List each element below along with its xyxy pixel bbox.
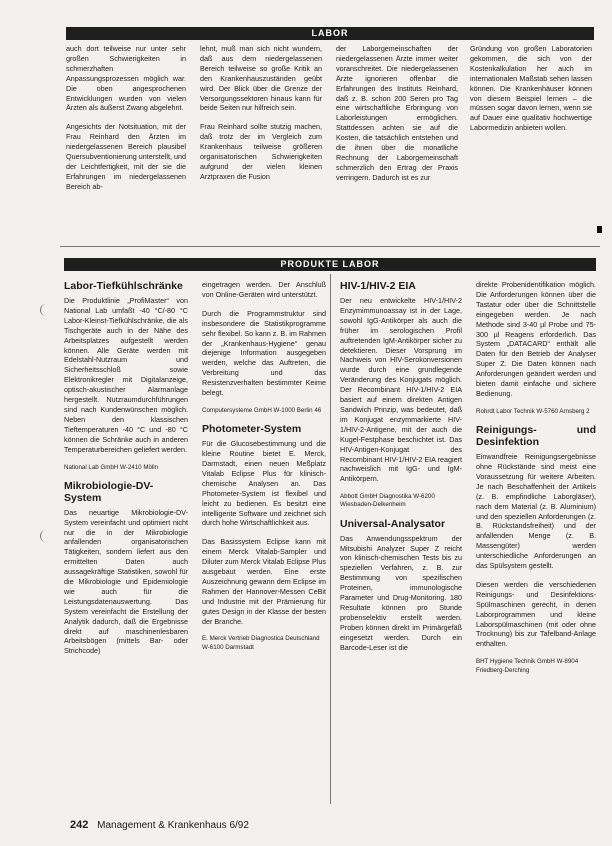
company-address: BHT Hygiene Technik GmbH W-8904 Friedberg-Derching	[476, 658, 579, 674]
company-address: E. Merck Vertrieb Diagnostica Deutschland W-6100 Darmstadt	[202, 635, 320, 651]
end-mark	[597, 226, 602, 233]
bottom-column-3	[340, 280, 462, 810]
binder-hole-mark	[40, 530, 46, 542]
bottom-column-2	[202, 280, 326, 810]
product-text: Diesen werden die verschiedenen Reinigungs- und Desinfektions-Spülmaschinen gerecht, in denen Laborprogrammen und kleine Laborspülmaschinen (mit oder ohne Trocknung) bis zur Tafelband-Anlage enthalten.	[476, 579, 596, 649]
product-text: Die Produktlinie „ProfiMaster“ von National Lab umfaßt -40 °C/-80 °C Labor-Kleinst-Tiefkühlschränke, die als Tischgeräte auch in der Nähe des Arbeitsplatzes aufgestellt werden können. Alle Geräte werden mit Edelstahl-Nutzraum und Sicherheitsschloß sowie Elektronikregler mit Digitalanzeige, optisch-akustischer Alarmanlage hergestellt. Nutzraumdurchführungen sind nach Kundenwünschen möglich. Neben den klassischen Tieftemperaturen -40 °C und -80 °C können die Schränke auch in anderen Temperaturbereichen geliefert werden.	[64, 296, 188, 454]
company-address: Abbott GmbH Diagnostika W-6200 Wiesbaden-Delkenheim	[340, 493, 435, 509]
product-text: Einwandfreie Reinigungsergebnisse ohne Rückstände sind meist eine Voraussetzung für weitere Arbeiten. Je nach Beschaffenheit der Artikels (z. B. empfindliche Laborgläser), nach dem Material (z. B. Aluminium) und den speziellen Anforderungen (z. B. Rückstandsfreiheit) und der anfallenden Menge (z. B. Massengüter) werden unterschiedliche Anforderungen an das Spülsystem gestellt.	[476, 452, 596, 571]
product-text: Für die Glucosebestimmung und die kleine Routine bietet E. Merck, Darmstadt, einen neuen Meßplatz Vitalab Eclipse Plus für klinisch-chemische Analysen an. Das Photometer-System ist flexibel und leicht zu bedienen. Es besitzt eine intelligente Software und zeichnet sich durch hohe Wirtschaftlichkeit aus.	[202, 439, 326, 528]
product-heading: Labor-Tiefkühlschränke	[64, 280, 183, 292]
top-column-3	[336, 44, 458, 244]
bottom-column-4	[476, 280, 596, 810]
paragraph: Angesichts der Notsituation, mit der Frau Reinhard den Ärzten im niedergelassenen Bereich plausibel Quersubventionierung unterstellt, und der Leichtfertigkeit, mit der sie die Erfahrungen im niedergelassenen Bereich ab-	[66, 122, 186, 191]
section-divider	[60, 246, 600, 247]
product-text: direkte Probenidentifikation möglich. Die Anforderungen können über die Tastatur oder über die Schnittstelle eingegeben werden. Je nach Methode sind 3-40 µl Probe und 75-300 µl Reagens erforderlich. Das System „DATACARD“ enthält alle Daten für den Betrieb der Analyser Super Z. Die Daten können nach Anforderungen geändert werden und bieten damit einfache und sichere Bedienung.	[476, 280, 596, 398]
product-heading: Universal-Analysator	[340, 517, 446, 530]
company-address: National Lab GmbH W-2410 Mölln	[64, 463, 159, 471]
bottom-column-1	[64, 280, 188, 810]
section-banner-labor: LABOR	[66, 27, 594, 40]
product-heading: Photometer-System	[202, 423, 302, 436]
product-text: Das Basissystem Eclipse kann mit einem Merck Vitalab-Sampler und Diluter zum Merck Vitalab Eclipse Plus ausgebaut werden. Eine erste Auszeichnung gewann dem Eclipse im Rahmen der Hannover-Messen CeBit und Industrie mit der Prämierung für gutes Design in der Klasse der besten der Branche.	[202, 537, 326, 626]
section-banner-produkte-labor: PRODUKTE LABOR	[64, 258, 596, 271]
paragraph: Frau Reinhard sollte stutzig machen, daß trotz der im Vergleich zum Krankenhaus teilweise größeren organisatorischen Schwierigkeiten aufgrund der vielen kleinen Arztpraxen die Fusion	[200, 122, 322, 181]
page-footer	[70, 819, 249, 832]
top-column-2	[200, 44, 322, 244]
top-column-1	[66, 44, 186, 244]
product-heading: HIV-1/HIV-2 EIA	[340, 280, 416, 292]
product-text: eingetragen werden. Der Anschluß von Online-Geräten wird unterstützt.	[202, 280, 326, 299]
company-address: Rohrdt Labor Technik W-5760 Arnsberg 2	[476, 407, 590, 415]
column-rule	[330, 274, 331, 804]
product-text: Das neuartige Mikrobiologie-DV-System vereinfacht und optimiert nicht nur die in der Mikrobiologie anfallenden organisatorischen Tätigkeiten, sondern liefert aus den ermittelten Daten auch aussagekräftige Statistiken, sowohl für die Mikrobiologie und Epidemiologie wie auch für die Leistungsdatenauswertung. Das System vereinfacht die Erstellung der Analytik dadurch, daß die Ergebnisse direkt auf maschinenlesbaren Arbeitsbögen (mittels Bar- oder Strichcode)	[64, 507, 188, 656]
product-text: Das Anwendungsspektrum der Mitsubishi Analyzer Super Z reicht von klinisch-chemischen Tests bis zu speziellen Verfahren, z. B. zur Bestimmung von spezifischen Proteinen, immunologische Parameter und Drug-Monitoring. 180 Resultate können pro Stunde probenselektiv erstellt werden. Proben können direkt im Primärgefäß eingesetzt werden. Durch ein Barcode-Leser ist die	[340, 533, 462, 652]
publication-name: Management & Krankenhaus 6/92	[97, 820, 249, 831]
paragraph: auch dort teilweise nur unter sehr großen Schwierigkeiten in schmerzhaften Anpassungsprozessen möglich war. Die oben angesprochenen Entwicklungen wurden von vielen Ärzten als äußerst Zwang abgelehnt.	[66, 44, 186, 113]
product-text: Durch die Programmstruktur sind insbesondere die Statistikprogramme sehr flexibel. So kann z. B. im Rahmen der „Krankenhaus-Hygiene“ genau diejenige Information ausgegeben werden, welche das Auftreten, die Verbreitung und das Resistenzverhalten bestimmter Keime belegt.	[202, 308, 326, 398]
binder-hole-mark	[40, 304, 46, 316]
product-text: Der neu entwickelte HIV-1/HIV-2 Enzymimmunoassay ist in der Lage, sowohl IgG-Antikörper als auch die früher im serologischen Profil auftretenden IgM-Antikörper sicher zu detektieren. Dieser Vorsprung im Nachweis von HIV-Serokonversionen wurde durch eine grundlegende Veränderung des Konjugats möglich. Der Recombinant HIV-1/HIV-2 EIA basiert auf einem direkten Antigen Sandwich Prinzip, was bedeutet, daß im Konjugat enzymmarkierte HIV-1/HIV-2-Antigene, mit der auch die Kugel-Festphase beschichtet ist. Das HIV-Antigen-Konjugat des Recombinant HIV-1/HIV-2 EIA reagiert nachweislich mit IgG- und IgM-Antikörpern.	[340, 296, 462, 484]
company-address: Computersysteme GmbH W-1000 Berlin 46	[202, 406, 322, 414]
product-heading: Reinigungs- und Desinfektion	[476, 424, 596, 449]
page-number: 242	[70, 819, 89, 831]
paragraph: lehnt, muß man sich nicht wundern, daß aus dem niedergelassenen Bereich teilweise so große Kritik an den Krankenhauszuständen geübt wird. Der Blick über die Grenze der Versorgungssektoren hinaus kann für beide Seiten nur hilfreich sein.	[200, 44, 322, 113]
product-heading: Mikrobiologie-DV-System	[64, 479, 154, 504]
paragraph: Gründung von großen Laboratorien gekommen, die sich von der Kostenkalkulation her auch im internationalen Maßstab sehen lassen können. Die Krankenhäuser können von diesem Beispiel lernen – die müssen sogar davon lernen, wenn sie auf Dauer eine qualitativ hochwertige Labormedizin anbieten wollen.	[470, 44, 592, 133]
top-column-4	[470, 44, 592, 244]
paragraph: der Laborgemeinschaften der niedergelassenen Ärzte immer weiter voranschreitet. Die niedergelassenen Ärzte ignorieren offenbar die Erfahrungen des Instituts Reinhard, daß z. B. schon 200 Seren pro Tag eine wirtschaftliche Erbringung von Laborleistungen ermöglichen. Stattdessen achten sie auf die Kosten, die tatsächlich entstehen und die ihnen über die monatliche Rechnung der Laborgemeinschaft schmerzlich den Ertrag der Praxis verringern. Dadurch ist es zur	[336, 44, 458, 182]
